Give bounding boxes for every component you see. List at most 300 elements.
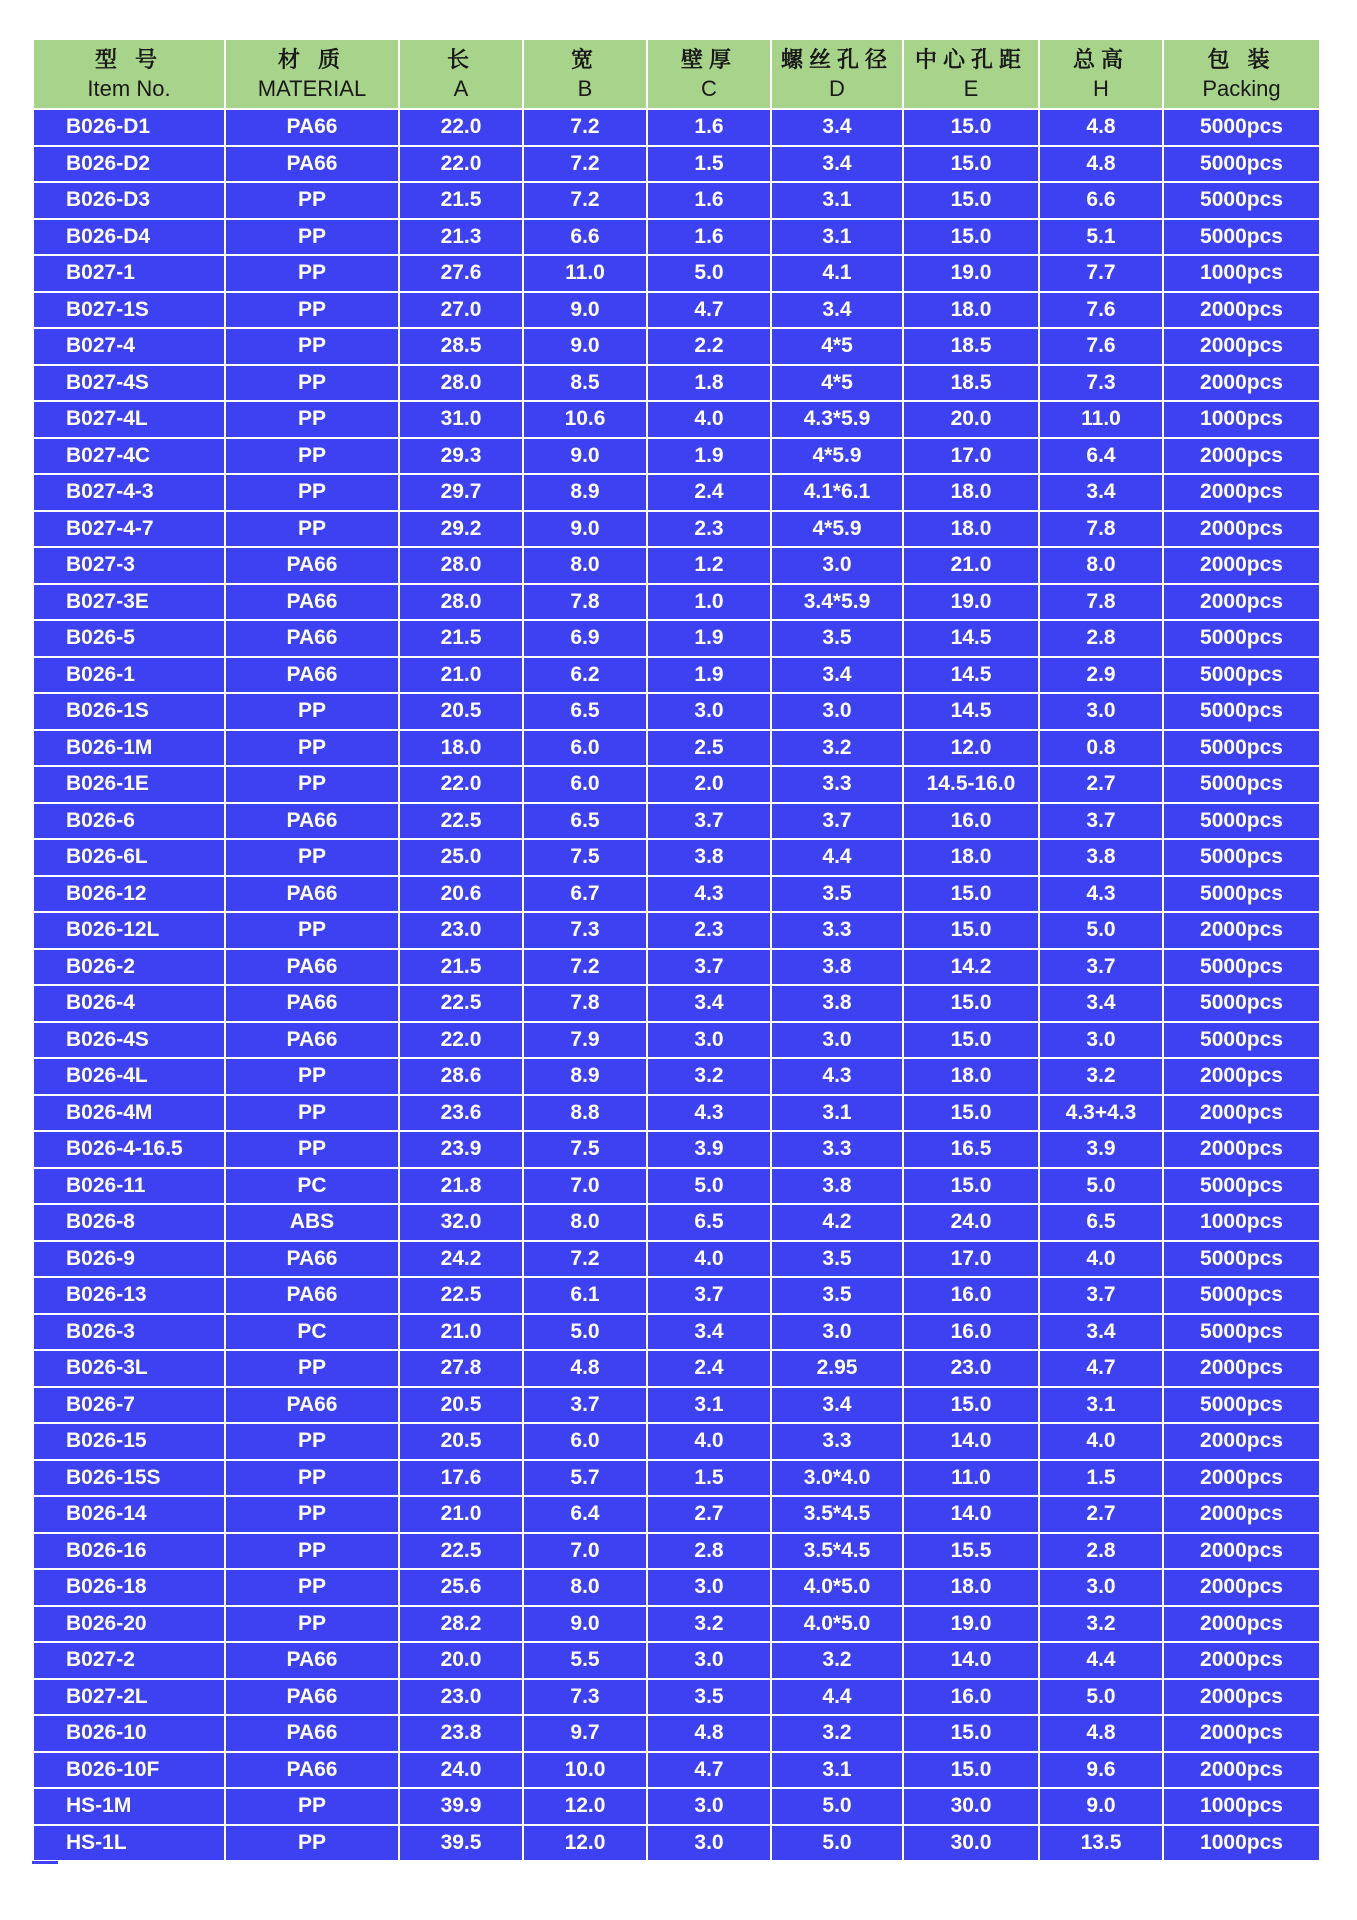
cell-center-distance-e: 16.0 (903, 803, 1039, 840)
cell-wall-thickness-c: 3.0 (647, 1825, 771, 1862)
table-row (33, 620, 1320, 657)
cell-width-b: 7.8 (523, 985, 647, 1022)
cell-center-distance-e: 17.0 (903, 1241, 1039, 1278)
cell-center-distance-e: 18.5 (903, 328, 1039, 365)
cell-length-a: 29.3 (399, 438, 523, 475)
cell-wall-thickness-c: 2.4 (647, 1350, 771, 1387)
cell-center-distance-e: 18.0 (903, 839, 1039, 876)
cell-packing: 5000pcs (1163, 1314, 1320, 1351)
cell-center-distance-e: 15.0 (903, 1387, 1039, 1424)
cell-wall-thickness-c: 4.7 (647, 292, 771, 329)
cell-packing: 2000pcs (1163, 1569, 1320, 1606)
cell-material: PA66 (225, 146, 399, 183)
cell-total-height-h: 5.0 (1039, 1168, 1163, 1205)
cell-center-distance-e: 11.0 (903, 1460, 1039, 1497)
cell-item-no: B026-4 (33, 985, 225, 1022)
column-header-item-no (33, 39, 225, 109)
spec-table (32, 38, 1321, 1862)
cell-total-height-h: 4.3+4.3 (1039, 1095, 1163, 1132)
cell-total-height-h: 3.2 (1039, 1606, 1163, 1643)
cell-item-no: B026-1 (33, 657, 225, 694)
cell-item-no: B026-D2 (33, 146, 225, 183)
cell-packing: 2000pcs (1163, 1058, 1320, 1095)
cell-width-b: 11.0 (523, 255, 647, 292)
cell-total-height-h: 3.0 (1039, 693, 1163, 730)
cell-screw-hole-d: 3.8 (771, 985, 903, 1022)
cell-packing: 2000pcs (1163, 474, 1320, 511)
cell-length-a: 22.0 (399, 146, 523, 183)
cell-screw-hole-d: 3.0 (771, 547, 903, 584)
table-row (33, 1788, 1320, 1825)
cell-total-height-h: 2.7 (1039, 766, 1163, 803)
cell-total-height-h: 8.0 (1039, 547, 1163, 584)
cell-center-distance-e: 17.0 (903, 438, 1039, 475)
cell-packing: 5000pcs (1163, 766, 1320, 803)
cell-screw-hole-d: 3.5*4.5 (771, 1533, 903, 1570)
cell-material: PA66 (225, 1715, 399, 1752)
cell-length-a: 25.6 (399, 1569, 523, 1606)
table-row (33, 1204, 1320, 1241)
table-row (33, 1314, 1320, 1351)
cell-center-distance-e: 12.0 (903, 730, 1039, 767)
cell-width-b: 6.6 (523, 219, 647, 256)
cell-wall-thickness-c: 2.3 (647, 511, 771, 548)
cell-wall-thickness-c: 4.0 (647, 401, 771, 438)
cell-wall-thickness-c: 3.5 (647, 1679, 771, 1716)
cell-width-b: 6.5 (523, 803, 647, 840)
cell-screw-hole-d: 4*5.9 (771, 438, 903, 475)
cell-length-a: 39.9 (399, 1788, 523, 1825)
table-row (33, 839, 1320, 876)
cell-width-b: 7.8 (523, 584, 647, 621)
cell-length-a: 22.5 (399, 1533, 523, 1570)
cell-center-distance-e: 18.0 (903, 1569, 1039, 1606)
cell-material: PA66 (225, 1241, 399, 1278)
cell-packing: 2000pcs (1163, 1131, 1320, 1168)
table-row (33, 730, 1320, 767)
cell-length-a: 22.0 (399, 1022, 523, 1059)
cell-length-a: 23.8 (399, 1715, 523, 1752)
cell-material: PA66 (225, 1752, 399, 1789)
cell-center-distance-e: 19.0 (903, 584, 1039, 621)
cell-item-no: B026-18 (33, 1569, 225, 1606)
cell-screw-hole-d: 3.4*5.9 (771, 584, 903, 621)
cell-material: PP (225, 693, 399, 730)
cell-total-height-h: 9.0 (1039, 1788, 1163, 1825)
table-row (33, 912, 1320, 949)
cell-width-b: 8.5 (523, 365, 647, 402)
cell-length-a: 21.5 (399, 949, 523, 986)
cell-wall-thickness-c: 1.2 (647, 547, 771, 584)
table-row (33, 693, 1320, 730)
cell-packing: 5000pcs (1163, 949, 1320, 986)
cell-packing: 2000pcs (1163, 1533, 1320, 1570)
table-row (33, 1095, 1320, 1132)
cell-material: PP (225, 292, 399, 329)
cell-wall-thickness-c: 4.8 (647, 1715, 771, 1752)
cell-total-height-h: 4.3 (1039, 876, 1163, 913)
cell-item-no: B026-1S (33, 693, 225, 730)
cell-width-b: 10.0 (523, 1752, 647, 1789)
cell-packing: 2000pcs (1163, 1095, 1320, 1132)
cell-material: PA66 (225, 547, 399, 584)
cell-screw-hole-d: 4.4 (771, 839, 903, 876)
cell-packing: 5000pcs (1163, 839, 1320, 876)
cell-width-b: 8.8 (523, 1095, 647, 1132)
cell-center-distance-e: 19.0 (903, 255, 1039, 292)
cell-material: PA66 (225, 1642, 399, 1679)
cell-packing: 2000pcs (1163, 292, 1320, 329)
cell-width-b: 8.0 (523, 547, 647, 584)
cell-item-no: B026-9 (33, 1241, 225, 1278)
cell-item-no: B027-4L (33, 401, 225, 438)
cell-length-a: 24.0 (399, 1752, 523, 1789)
cell-item-no: B027-4-7 (33, 511, 225, 548)
cell-total-height-h: 2.9 (1039, 657, 1163, 694)
cell-screw-hole-d: 3.5 (771, 620, 903, 657)
cell-material: PA66 (225, 620, 399, 657)
cell-screw-hole-d: 4.3 (771, 1058, 903, 1095)
cell-packing: 5000pcs (1163, 219, 1320, 256)
cell-total-height-h: 3.7 (1039, 1277, 1163, 1314)
cell-wall-thickness-c: 2.2 (647, 328, 771, 365)
cell-screw-hole-d: 3.1 (771, 1095, 903, 1132)
cell-material: PP (225, 511, 399, 548)
cell-width-b: 9.0 (523, 1606, 647, 1643)
cell-item-no: HS-1L (33, 1825, 225, 1862)
cell-packing: 2000pcs (1163, 1350, 1320, 1387)
cell-material: PA66 (225, 949, 399, 986)
cell-item-no: B026-13 (33, 1277, 225, 1314)
cell-packing: 5000pcs (1163, 985, 1320, 1022)
table-row (33, 255, 1320, 292)
table-row (33, 803, 1320, 840)
cell-packing: 2000pcs (1163, 1496, 1320, 1533)
cell-wall-thickness-c: 3.7 (647, 949, 771, 986)
column-header-total-height-h (1039, 39, 1163, 109)
cell-width-b: 7.2 (523, 109, 647, 146)
cell-center-distance-e: 15.0 (903, 109, 1039, 146)
cell-screw-hole-d: 4.1*6.1 (771, 474, 903, 511)
cell-length-a: 28.0 (399, 584, 523, 621)
cell-material: PP (225, 1825, 399, 1862)
cell-screw-hole-d: 3.4 (771, 1387, 903, 1424)
cell-width-b: 7.9 (523, 1022, 647, 1059)
cell-wall-thickness-c: 3.2 (647, 1058, 771, 1095)
cell-screw-hole-d: 3.7 (771, 803, 903, 840)
cell-center-distance-e: 15.0 (903, 985, 1039, 1022)
column-header-zh: 壁厚 (680, 47, 737, 72)
cell-item-no: B027-2L (33, 1679, 225, 1716)
table-row (33, 1569, 1320, 1606)
cell-total-height-h: 7.6 (1039, 328, 1163, 365)
cell-wall-thickness-c: 1.6 (647, 182, 771, 219)
cell-total-height-h: 4.7 (1039, 1350, 1163, 1387)
table-row (33, 474, 1320, 511)
cell-center-distance-e: 15.0 (903, 912, 1039, 949)
table-row (33, 1168, 1320, 1205)
cell-item-no: B026-4S (33, 1022, 225, 1059)
cell-wall-thickness-c: 3.4 (647, 985, 771, 1022)
cell-total-height-h: 3.4 (1039, 985, 1163, 1022)
cell-wall-thickness-c: 5.0 (647, 1168, 771, 1205)
cell-length-a: 20.6 (399, 876, 523, 913)
cell-wall-thickness-c: 1.6 (647, 219, 771, 256)
column-header-en: B (577, 76, 593, 101)
cell-width-b: 3.7 (523, 1387, 647, 1424)
cell-screw-hole-d: 3.3 (771, 1423, 903, 1460)
cell-center-distance-e: 14.0 (903, 1642, 1039, 1679)
cell-center-distance-e: 14.5 (903, 657, 1039, 694)
cell-length-a: 23.6 (399, 1095, 523, 1132)
cell-packing: 5000pcs (1163, 109, 1320, 146)
cell-material: PP (225, 401, 399, 438)
column-header-zh: 中心孔距 (914, 47, 1027, 72)
cell-length-a: 21.8 (399, 1168, 523, 1205)
cell-item-no: B026-6L (33, 839, 225, 876)
cell-item-no: B027-1S (33, 292, 225, 329)
column-header-screw-hole-d (771, 39, 903, 109)
table-row (33, 438, 1320, 475)
cell-width-b: 6.5 (523, 693, 647, 730)
cell-material: PP (225, 1460, 399, 1497)
cell-wall-thickness-c: 3.0 (647, 1569, 771, 1606)
cell-total-height-h: 4.0 (1039, 1423, 1163, 1460)
cell-wall-thickness-c: 3.1 (647, 1387, 771, 1424)
cell-width-b: 12.0 (523, 1788, 647, 1825)
cell-screw-hole-d: 3.5*4.5 (771, 1496, 903, 1533)
cell-material: PC (225, 1168, 399, 1205)
cell-material: PP (225, 1095, 399, 1132)
cell-center-distance-e: 14.5 (903, 693, 1039, 730)
cell-length-a: 22.0 (399, 766, 523, 803)
cell-material: PP (225, 1569, 399, 1606)
cell-screw-hole-d: 4.2 (771, 1204, 903, 1241)
cell-screw-hole-d: 3.1 (771, 182, 903, 219)
cell-screw-hole-d: 4.1 (771, 255, 903, 292)
cell-material: PP (225, 766, 399, 803)
cell-center-distance-e: 15.0 (903, 1095, 1039, 1132)
cell-wall-thickness-c: 3.0 (647, 1788, 771, 1825)
cell-packing: 5000pcs (1163, 657, 1320, 694)
cell-packing: 2000pcs (1163, 1423, 1320, 1460)
cell-center-distance-e: 14.5-16.0 (903, 766, 1039, 803)
column-header-zh: 材 质 (277, 47, 347, 72)
cell-center-distance-e: 18.0 (903, 292, 1039, 329)
cell-length-a: 21.0 (399, 1314, 523, 1351)
cell-center-distance-e: 14.5 (903, 620, 1039, 657)
cell-packing: 5000pcs (1163, 730, 1320, 767)
cell-item-no: B027-4-3 (33, 474, 225, 511)
cell-width-b: 7.5 (523, 1131, 647, 1168)
cell-material: PP (225, 255, 399, 292)
cell-total-height-h: 3.1 (1039, 1387, 1163, 1424)
column-header-en: MATERIAL (257, 76, 367, 101)
cell-width-b: 6.1 (523, 1277, 647, 1314)
cell-wall-thickness-c: 5.0 (647, 255, 771, 292)
cell-length-a: 23.9 (399, 1131, 523, 1168)
cell-screw-hole-d: 3.4 (771, 146, 903, 183)
cell-wall-thickness-c: 2.8 (647, 1533, 771, 1570)
cell-length-a: 21.5 (399, 182, 523, 219)
cell-material: PA66 (225, 109, 399, 146)
table-row (33, 766, 1320, 803)
cell-wall-thickness-c: 2.3 (647, 912, 771, 949)
column-header-en: D (829, 76, 845, 101)
cell-width-b: 10.6 (523, 401, 647, 438)
table-row (33, 401, 1320, 438)
cell-packing: 1000pcs (1163, 1204, 1320, 1241)
cell-item-no: B027-4S (33, 365, 225, 402)
cell-center-distance-e: 16.0 (903, 1314, 1039, 1351)
cell-length-a: 27.8 (399, 1350, 523, 1387)
cell-screw-hole-d: 4*5 (771, 365, 903, 402)
cell-total-height-h: 3.4 (1039, 1314, 1163, 1351)
cell-wall-thickness-c: 1.5 (647, 1460, 771, 1497)
cell-material: PP (225, 438, 399, 475)
cell-material: PP (225, 1423, 399, 1460)
cell-total-height-h: 4.8 (1039, 1715, 1163, 1752)
table-body (33, 109, 1320, 1861)
page-marker (32, 1861, 58, 1864)
cell-screw-hole-d: 3.1 (771, 219, 903, 256)
column-header-length-a (399, 39, 523, 109)
cell-wall-thickness-c: 3.0 (647, 1642, 771, 1679)
cell-length-a: 27.0 (399, 292, 523, 329)
cell-center-distance-e: 23.0 (903, 1350, 1039, 1387)
cell-packing: 2000pcs (1163, 912, 1320, 949)
cell-width-b: 8.0 (523, 1569, 647, 1606)
column-header-zh: 宽 (570, 47, 599, 72)
table-row (33, 1350, 1320, 1387)
cell-screw-hole-d: 3.8 (771, 1168, 903, 1205)
cell-material: PA66 (225, 803, 399, 840)
cell-length-a: 24.2 (399, 1241, 523, 1278)
cell-item-no: B026-5 (33, 620, 225, 657)
column-header-en: Packing (1202, 76, 1281, 101)
column-header-zh: 螺丝孔径 (780, 47, 893, 72)
cell-center-distance-e: 14.0 (903, 1423, 1039, 1460)
cell-width-b: 5.7 (523, 1460, 647, 1497)
cell-screw-hole-d: 4.0*5.0 (771, 1606, 903, 1643)
cell-packing: 5000pcs (1163, 876, 1320, 913)
cell-length-a: 22.5 (399, 985, 523, 1022)
cell-packing: 5000pcs (1163, 1168, 1320, 1205)
cell-width-b: 6.2 (523, 657, 647, 694)
cell-center-distance-e: 16.5 (903, 1131, 1039, 1168)
table-row (33, 985, 1320, 1022)
cell-packing: 2000pcs (1163, 1642, 1320, 1679)
cell-item-no: B026-10F (33, 1752, 225, 1789)
column-header-en: H (1093, 76, 1109, 101)
cell-material: PP (225, 730, 399, 767)
cell-total-height-h: 3.2 (1039, 1058, 1163, 1095)
cell-center-distance-e: 18.0 (903, 1058, 1039, 1095)
cell-material: PP (225, 328, 399, 365)
cell-center-distance-e: 15.0 (903, 1715, 1039, 1752)
cell-total-height-h: 5.0 (1039, 912, 1163, 949)
cell-item-no: B026-15 (33, 1423, 225, 1460)
cell-center-distance-e: 15.0 (903, 219, 1039, 256)
cell-length-a: 21.0 (399, 657, 523, 694)
cell-length-a: 28.6 (399, 1058, 523, 1095)
cell-total-height-h: 7.6 (1039, 292, 1163, 329)
cell-wall-thickness-c: 3.0 (647, 1022, 771, 1059)
cell-width-b: 8.9 (523, 474, 647, 511)
cell-packing: 1000pcs (1163, 401, 1320, 438)
cell-screw-hole-d: 3.2 (771, 730, 903, 767)
cell-total-height-h: 3.7 (1039, 949, 1163, 986)
table-row (33, 1606, 1320, 1643)
cell-screw-hole-d: 3.2 (771, 1642, 903, 1679)
cell-packing: 1000pcs (1163, 1788, 1320, 1825)
cell-screw-hole-d: 4*5.9 (771, 511, 903, 548)
cell-item-no: B026-3L (33, 1350, 225, 1387)
cell-screw-hole-d: 5.0 (771, 1788, 903, 1825)
cell-item-no: B027-3 (33, 547, 225, 584)
cell-wall-thickness-c: 2.7 (647, 1496, 771, 1533)
cell-wall-thickness-c: 1.9 (647, 620, 771, 657)
cell-screw-hole-d: 4*5 (771, 328, 903, 365)
table-row (33, 1533, 1320, 1570)
table-row (33, 511, 1320, 548)
cell-center-distance-e: 19.0 (903, 1606, 1039, 1643)
cell-wall-thickness-c: 3.0 (647, 693, 771, 730)
cell-center-distance-e: 16.0 (903, 1277, 1039, 1314)
cell-item-no: B026-4M (33, 1095, 225, 1132)
table-row (33, 949, 1320, 986)
cell-width-b: 6.7 (523, 876, 647, 913)
cell-width-b: 4.8 (523, 1350, 647, 1387)
cell-width-b: 6.0 (523, 1423, 647, 1460)
cell-screw-hole-d: 4.0*5.0 (771, 1569, 903, 1606)
cell-length-a: 17.6 (399, 1460, 523, 1497)
table-row (33, 328, 1320, 365)
cell-packing: 1000pcs (1163, 1825, 1320, 1862)
cell-total-height-h: 9.6 (1039, 1752, 1163, 1789)
cell-total-height-h: 5.1 (1039, 219, 1163, 256)
cell-center-distance-e: 24.0 (903, 1204, 1039, 1241)
cell-total-height-h: 13.5 (1039, 1825, 1163, 1862)
cell-width-b: 6.0 (523, 766, 647, 803)
cell-packing: 5000pcs (1163, 1241, 1320, 1278)
cell-wall-thickness-c: 2.5 (647, 730, 771, 767)
cell-material: PC (225, 1314, 399, 1351)
table-row (33, 1387, 1320, 1424)
cell-material: PA66 (225, 1679, 399, 1716)
cell-item-no: B026-10 (33, 1715, 225, 1752)
cell-wall-thickness-c: 4.7 (647, 1752, 771, 1789)
table-row (33, 1642, 1320, 1679)
cell-material: ABS (225, 1204, 399, 1241)
cell-material: PA66 (225, 985, 399, 1022)
cell-center-distance-e: 20.0 (903, 401, 1039, 438)
cell-packing: 2000pcs (1163, 547, 1320, 584)
cell-center-distance-e: 30.0 (903, 1825, 1039, 1862)
cell-total-height-h: 4.8 (1039, 109, 1163, 146)
cell-packing: 2000pcs (1163, 511, 1320, 548)
cell-total-height-h: 4.8 (1039, 146, 1163, 183)
table-row (33, 876, 1320, 913)
cell-width-b: 6.0 (523, 730, 647, 767)
cell-wall-thickness-c: 1.5 (647, 146, 771, 183)
cell-length-a: 29.7 (399, 474, 523, 511)
cell-center-distance-e: 14.2 (903, 949, 1039, 986)
cell-length-a: 28.2 (399, 1606, 523, 1643)
cell-packing: 2000pcs (1163, 365, 1320, 402)
cell-item-no: B026-7 (33, 1387, 225, 1424)
cell-item-no: HS-1M (33, 1788, 225, 1825)
